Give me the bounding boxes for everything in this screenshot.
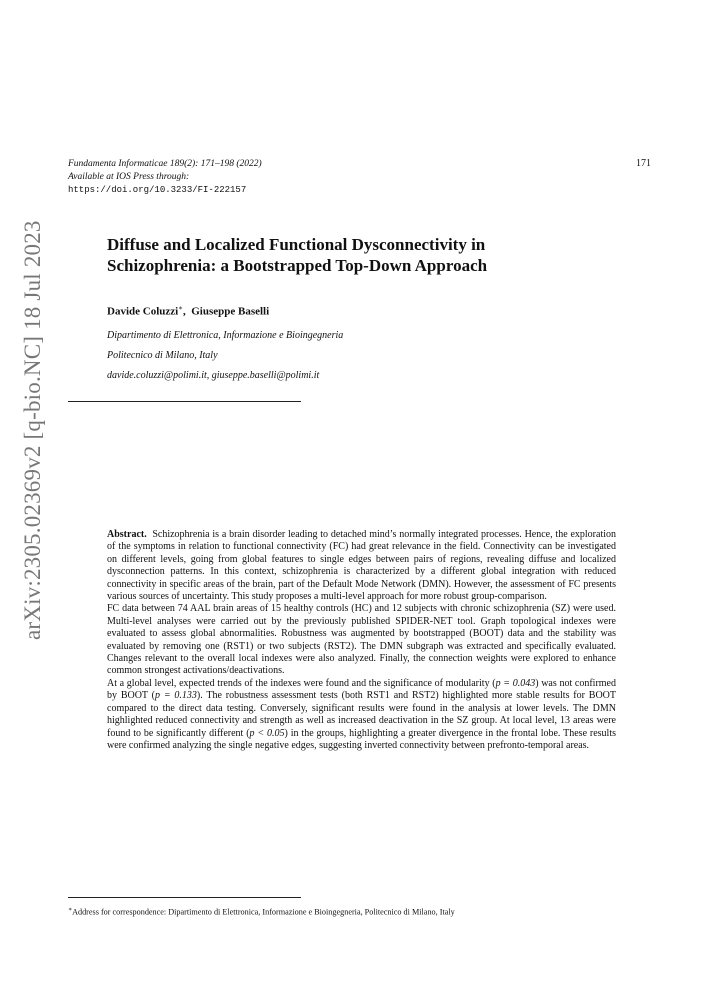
abstract-text-3a: At a global level, expected trends of the indexes were found and the significance of modularity ( — [107, 677, 496, 689]
footnote-text: Address for correspondence: Dipartimento di Elettronica, Informazione e Bioingegneria, Politecnico di Milano, Italy — [72, 907, 455, 917]
paper-title — [107, 234, 627, 276]
p-value-local: p < 0.05 — [249, 727, 285, 739]
arxiv-sidebar-stamp: arXiv:2305.02369v2 [q-bio.NC] 18 Jul 2023 — [20, 220, 45, 640]
abstract-paragraph-3 — [107, 678, 616, 752]
journal-header — [68, 158, 262, 197]
abstract-text-1: Schizophrenia is a brain disorder leading to detached mind’s normally integrated processes. Hence, the exploration of the symptoms in relation to functional connectivity (FC) had great relevance in the field. Connectivity can be investigated on different levels, going from global features to single edges between pairs of regions, revealing diffuse and localized dysconnection patterns. In this context, schizophrenia is characterized by a different global integration with reduced connectivity in specific areas of the brain, part of the Default Mode Network (DMN). However, the assessment of FC presents various sources of uncertainty. This study proposes a multi-level approach for more robust group-comparison. — [107, 529, 617, 603]
affiliation-institution: Politecnico di Milano, Italy — [107, 350, 218, 361]
journal-availability: Available at IOS Press through: — [68, 172, 190, 182]
author-1: Davide Coluzzi — [107, 305, 179, 318]
abstract-text-3d: ) in the groups, highlighting a greater divergence in the frontal lobe. These results were confirmed analyzing the single negative edges, suggesting inverted connectivity between prefronto-temporal areas. — [107, 727, 616, 751]
footnote-mark: ∗ — [68, 907, 73, 913]
abstract-label: Abstract. — [107, 529, 147, 540]
title-line-1: Diffuse and Localized Functional Dysconnectivity in — [107, 235, 486, 254]
abstract-paragraph-1 — [107, 529, 616, 603]
p-value-boot: p = 0.133 — [155, 690, 197, 702]
abstract — [107, 529, 616, 752]
doi-link[interactable]: https://doi.org/10.3233/FI-222157 — [68, 185, 247, 195]
correspondence-footnote — [68, 906, 648, 917]
author-1-footnote-mark: ∗ — [178, 304, 183, 312]
author-2: Giuseppe Baselli — [191, 305, 270, 318]
affiliation-email: davide.coluzzi@polimi.it, giuseppe.baselli@polimi.it — [107, 370, 320, 381]
abstract-paragraph-2: FC data between 74 AAL brain areas of 15 healthy controls (HC) and 12 subjects with chronic schizophrenia (SZ) were used. Multi-level analyses were carried out by the previously published SPIDER-NET tool. Graph topological indexes were evaluated to assess global abnormalities. Robustness was augmented by bootstrapped (BOOT) data and the stability was evaluated by removing one (RST1) or two subjects (RST2). The DMN subgraph was extracted and specifically evaluated. Changes relevant to the overall local indexes were also analyzed. Finally, the connection weights were explored to enhance common strongest activations/deactivations. — [107, 603, 616, 677]
affiliation-department: Dipartimento di Elettronica, Informazione e Bioingegneria — [107, 330, 344, 341]
abstract-text-3b: ) was not confirmed by BOOT ( — [107, 677, 616, 702]
title-line-2: Schizophrenia: a Bootstrapped Top-Down Approach — [107, 256, 488, 275]
affiliation — [107, 326, 343, 386]
p-value-modularity: p = 0.043 — [495, 677, 536, 689]
page-number: 171 — [636, 158, 651, 169]
footnote-divider — [68, 897, 301, 898]
journal-citation: Fundamenta Informaticae 189(2): 171–198 (2022) — [68, 159, 262, 169]
abstract-text-3c: ). The robustness assessment tests (both RST1 and RST2) highlighted more stable results for BOOT compared to the direct data testing. Conversely, significant results were found in the analysis at lower levels. The DMN highlighted reduced connectivity and strength as well as increased deactivation in the SZ group. At local level, 13 areas were found to be significantly different ( — [107, 690, 616, 739]
header-divider — [68, 401, 301, 402]
author-list: Davide Coluzzi∗, Giuseppe Baselli — [107, 304, 270, 318]
